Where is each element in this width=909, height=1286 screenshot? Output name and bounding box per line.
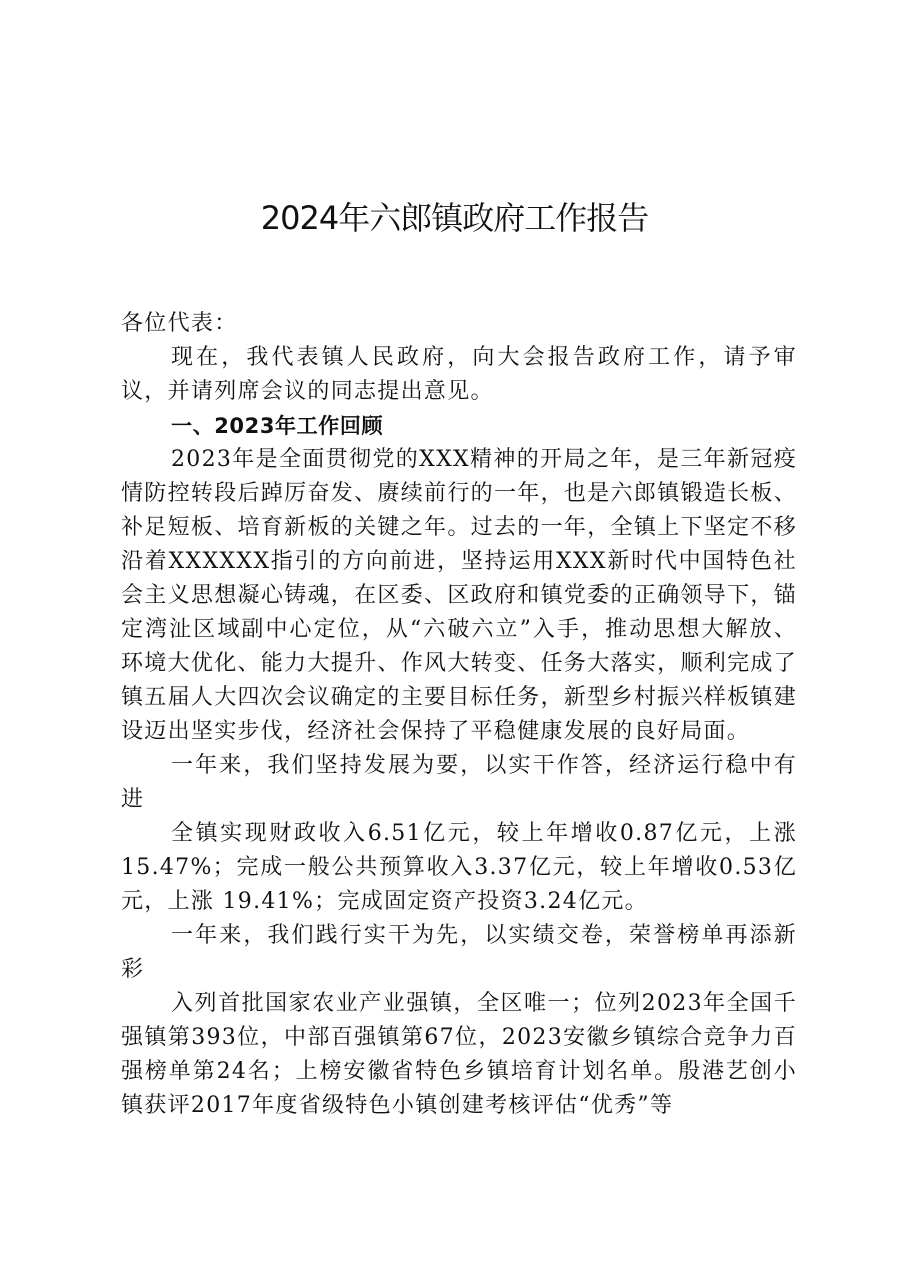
section-heading: 一、2023年工作回顾 xyxy=(171,414,384,438)
honors-paragraph: 入列首批国家农业产业强镇，全区唯一；位列2023年全国千强镇第393位，中部百强镇第67位，2023安徽乡镇综合竞争力百强榜单第24名；上榜安徽省特色乡镇培育计划名单。殷港艺创小镇获评2017年度省级特色小镇创建考核评估“优秀”等 xyxy=(121,991,797,1118)
review-paragraph: 2023年是全面贯彻党的XXX精神的开局之年，是三年新冠疫情防控转段后踔厉奋发、赓续前行的一年，也是六郎镇锻造长板、补足短板、培育新板的关键之年。过去的一年，全镇上下坚定不移沿着XXXXXX指引的方向前进，坚持运用XXX新时代中国特色社会主义思想凝心铸魂，在区委、区政府和镇党委的正确领导下，锚定湾沚区域副中心定位，从“六破六立”入手，推动思想大解放、环境大优化、能力大提升、作风大转变、任务大落实，顺利完成了镇五届人大四次会议确定的主要目标任务，新型乡村振兴样板镇建设迈出坚实步伐，经济社会保持了平稳健康发展的良好局面。 xyxy=(121,447,797,744)
subheading-economy: 一年来，我们坚持发展为要，以实干作答，经济运行稳中有进 xyxy=(121,753,797,812)
subheading-honors: 一年来，我们践行实干为先，以实绩交卷，荣誉榜单再添新彩 xyxy=(121,923,797,982)
finance-paragraph: 全镇实现财政收入6.51亿元，较上年增收0.87亿元，上涨15.47%；完成一般公共预算收入3.37亿元，较上年增收0.53亿元，上涨 19.41%；完成固定资产投资3.24亿元。 xyxy=(121,821,797,914)
document-body xyxy=(121,307,797,1123)
salutation: 各位代表： xyxy=(121,311,238,336)
opening-paragraph: 现在，我代表镇人民政府，向大会报告政府工作，请予审议，并请列席会议的同志提出意见。 xyxy=(121,345,797,404)
document-title: 2024年六郎镇政府工作报告 xyxy=(260,199,649,237)
